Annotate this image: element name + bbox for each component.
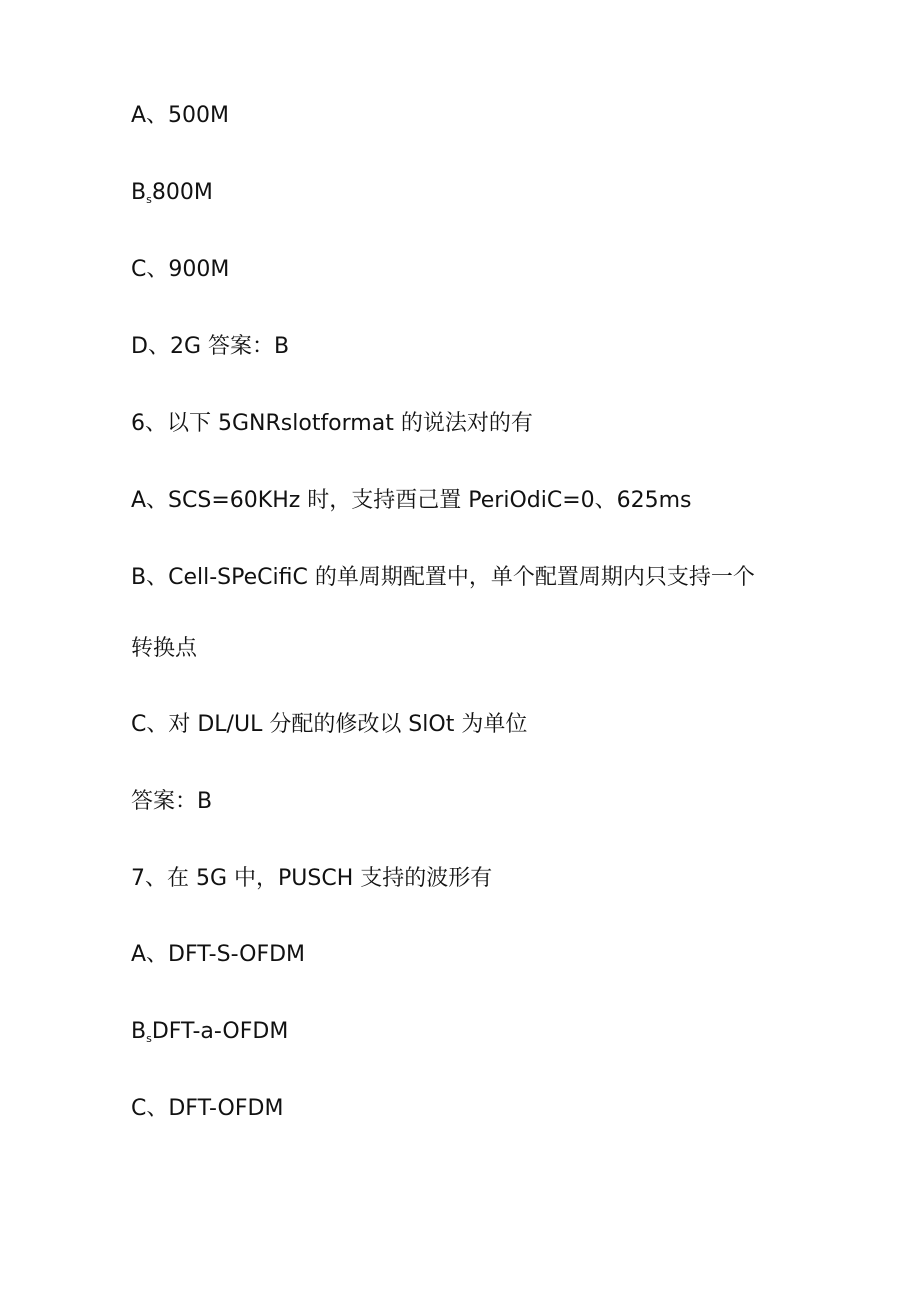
option-c-900m: C、900M [131, 257, 230, 282]
question-7-option-a: A、DFT-S-OFDM [131, 942, 306, 967]
question-6-answer: 答案：B [131, 789, 213, 814]
question-7-option-c: C、DFT-OFDM [131, 1096, 284, 1121]
option-a-500m: A、500M [131, 103, 230, 128]
option-text: 800M [151, 180, 213, 205]
subscript-mark: s [146, 1032, 152, 1045]
option-letter: B [131, 180, 147, 205]
question-6-option-b: B、Cell-SPeCifiC 的单周期配置中，单个配置周期内只支持一个 [131, 565, 755, 590]
question-6-option-b-continued: 转换点 [131, 636, 198, 661]
question-6-option-c: C、对 DL/UL 分配的修改以 SlOt 为单位 [131, 712, 528, 737]
option-letter: B [131, 1019, 147, 1044]
question-7-option-b [131, 1017, 288, 1054]
question-6: 6、以下 5GNRslotformat 的说法对的有 [131, 411, 533, 436]
option-d-answer: D、2G 答案：B [131, 334, 290, 359]
subscript-mark: s [146, 193, 152, 206]
question-7: 7、在 5G 中，PUSCH 支持的波形有 [131, 866, 493, 891]
option-b-800m [131, 178, 213, 215]
question-6-option-a: A、SCS=60KHz 时，支持酉己置 PeriOdiC=0、625ms [131, 488, 692, 513]
option-text: DFT-a-OFDM [151, 1019, 289, 1044]
